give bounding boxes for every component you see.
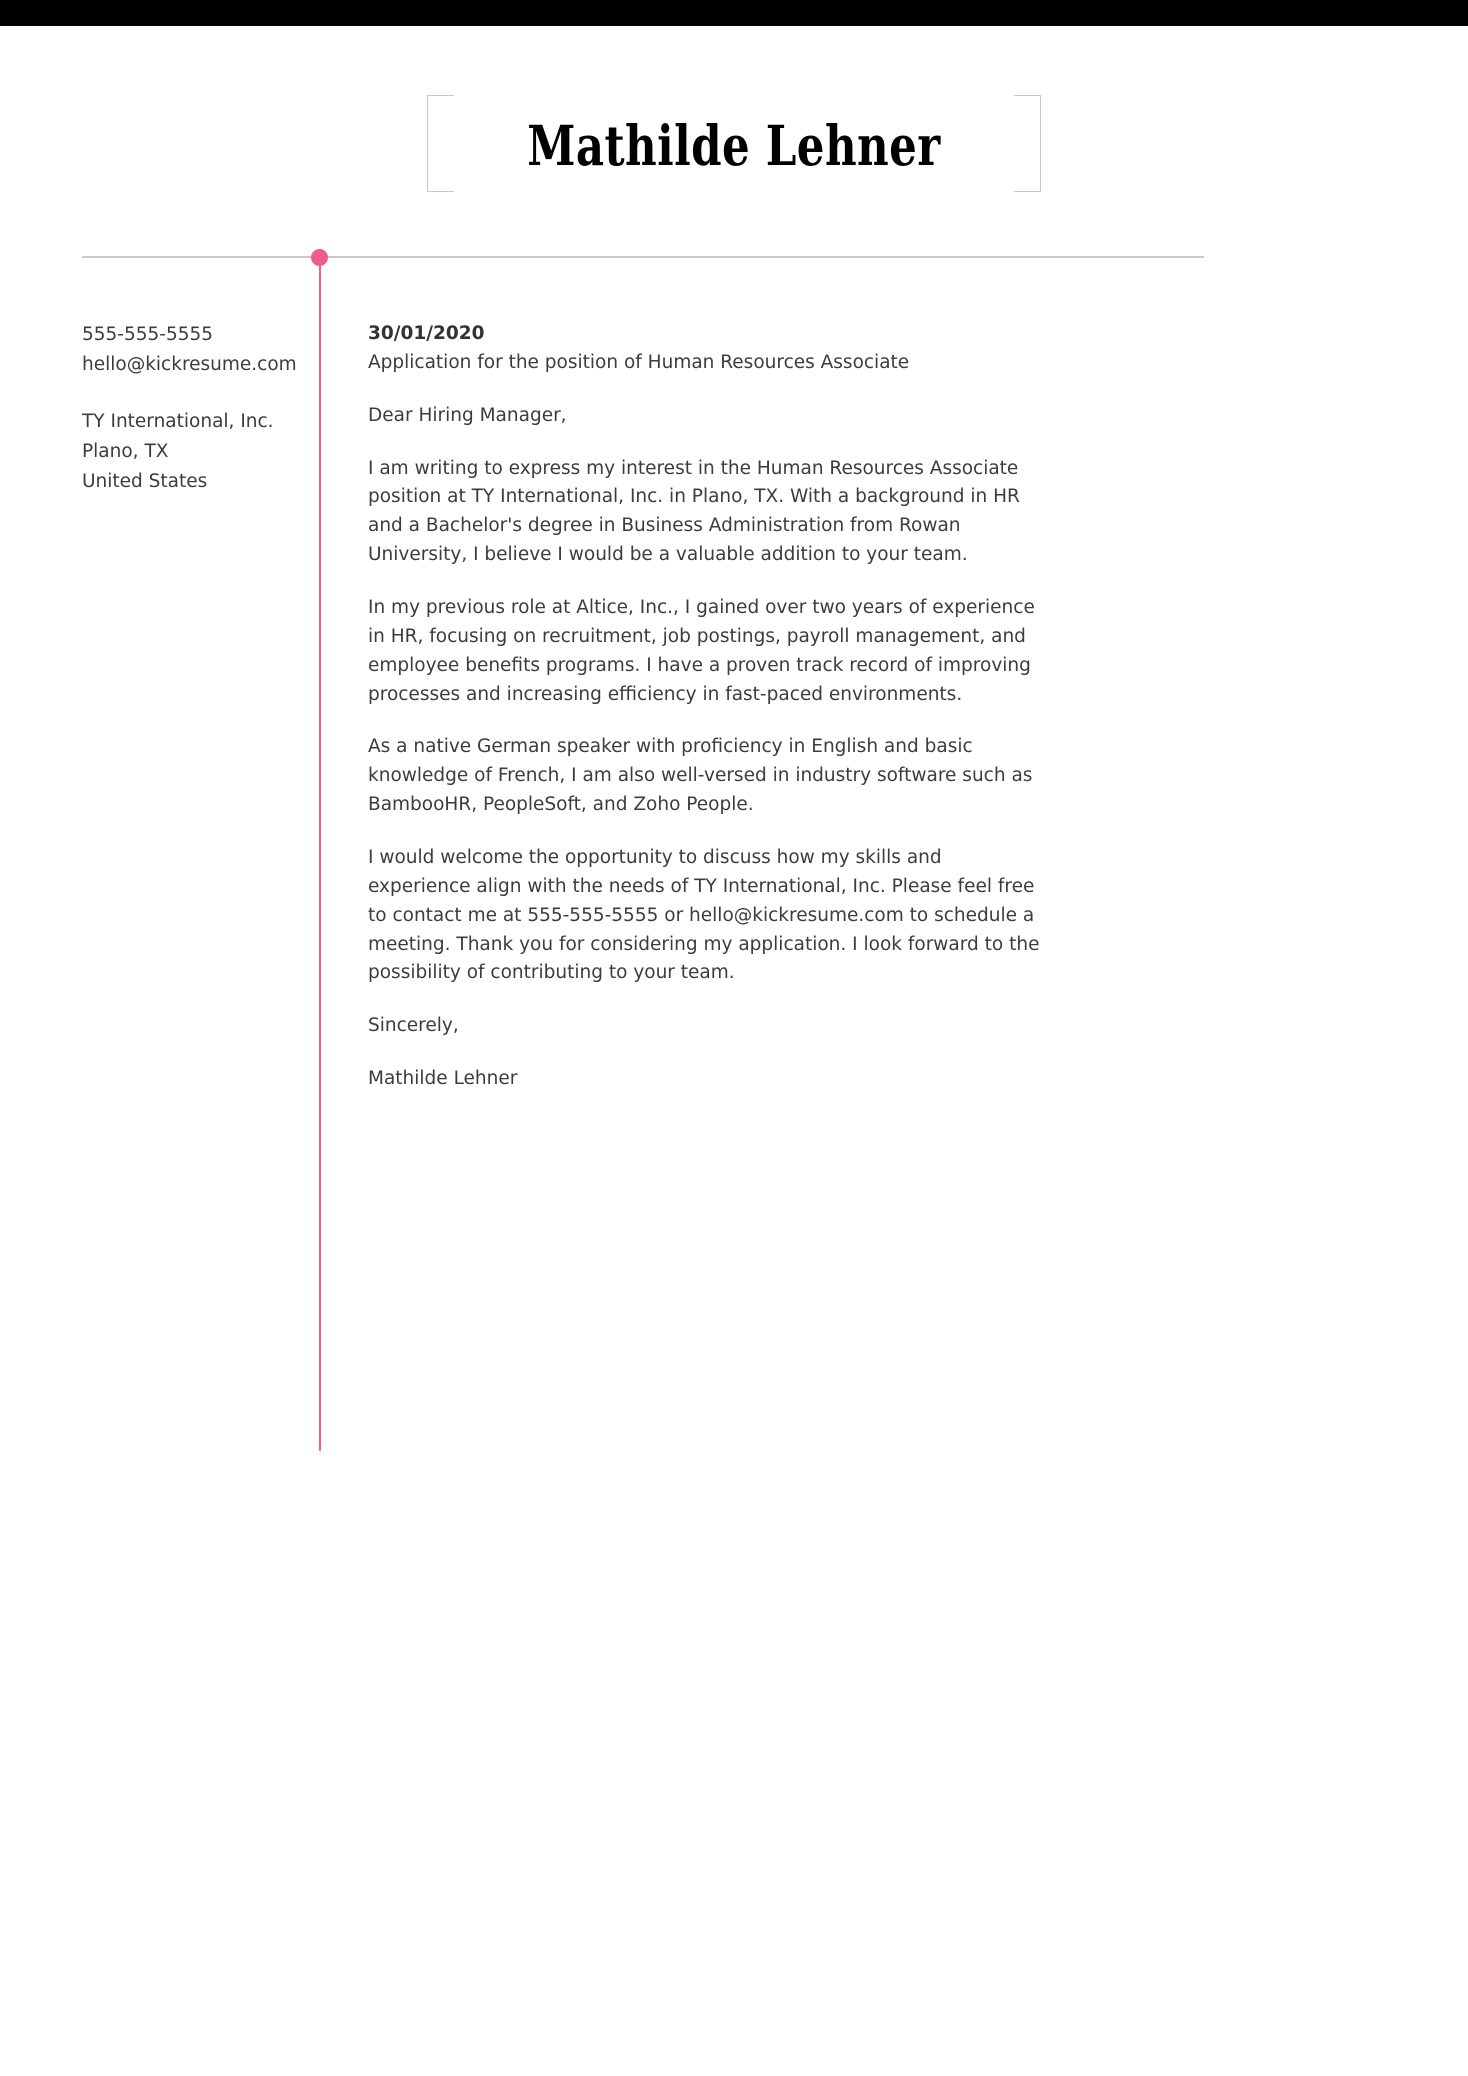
letter-closing: Sincerely, — [368, 1015, 459, 1037]
accent-vertical-divider — [319, 263, 321, 1451]
letter-body — [368, 320, 1046, 1094]
letter-meta-block — [368, 320, 1046, 378]
letter-paragraph-3: As a native German speaker with proficiency in English and basic knowledge of French, I am also well-versed in industry software such as BambooHR, PeopleSoft, and Zoho People. — [368, 736, 1033, 816]
letter-salutation: Dear Hiring Manager, — [368, 404, 567, 426]
letter-paragraph-4: I would welcome the opportunity to discuss how my skills and experience align with the needs of TY International, Inc. Please feel free to contact me at 555-555-5555 or hello@kickresume.com to schedule a meeting. Thank you for considering my application. I look forward to the possibility of contributing to your team. — [368, 847, 1040, 984]
bracket-left-decoration — [427, 95, 454, 192]
name-frame — [427, 95, 1041, 201]
contact-phone: 555-555-5555 — [82, 324, 214, 345]
contact-sidebar — [82, 320, 297, 497]
recipient-country: United States — [82, 470, 208, 492]
letter-closing-block — [368, 1012, 1046, 1041]
recipient-company: TY International, Inc. — [82, 410, 274, 432]
letter-paragraph-1: I am writing to express my interest in the Human Resources Associate position at TY International, Inc. in Plano, TX. With a background in HR and a Bachelor's degree in Business Administration from Rowan University, I believe I would be a valuable addition to your team. — [368, 457, 1020, 566]
contact-details-block — [82, 320, 297, 380]
bracket-right-decoration — [1014, 95, 1041, 192]
letter-subject: Application for the position of Human Resources Associate — [368, 351, 910, 373]
contact-email: hello@kickresume.com — [82, 353, 297, 375]
letter-header — [0, 95, 1468, 201]
recipient-address-block — [82, 407, 292, 497]
letter-paragraph-block-3 — [368, 733, 1046, 820]
recipient-city-state: Plano, TX — [82, 440, 169, 462]
page-top-bar — [0, 0, 1468, 26]
letter-paragraph-2: In my previous role at Altice, Inc., I gained over two years of experience in HR, focusing on recruitment, job postings, payroll management, and employee benefits programs. I have a proven track record of improving processes and increasing efficiency in fast-paced environments. — [368, 597, 1035, 705]
letter-paragraph-block-2 — [368, 594, 1046, 709]
letter-salutation-block — [368, 402, 1046, 431]
letter-paragraph-block-1 — [368, 455, 1046, 570]
letter-signature-block — [368, 1065, 1046, 1094]
header-divider-rule — [82, 256, 1204, 258]
letter-paragraph-block-4 — [368, 844, 1046, 988]
letter-date: 30/01/2020 — [368, 323, 485, 344]
letter-signature: Mathilde Lehner — [368, 1068, 518, 1090]
candidate-name: Mathilde Lehner — [527, 113, 941, 178]
